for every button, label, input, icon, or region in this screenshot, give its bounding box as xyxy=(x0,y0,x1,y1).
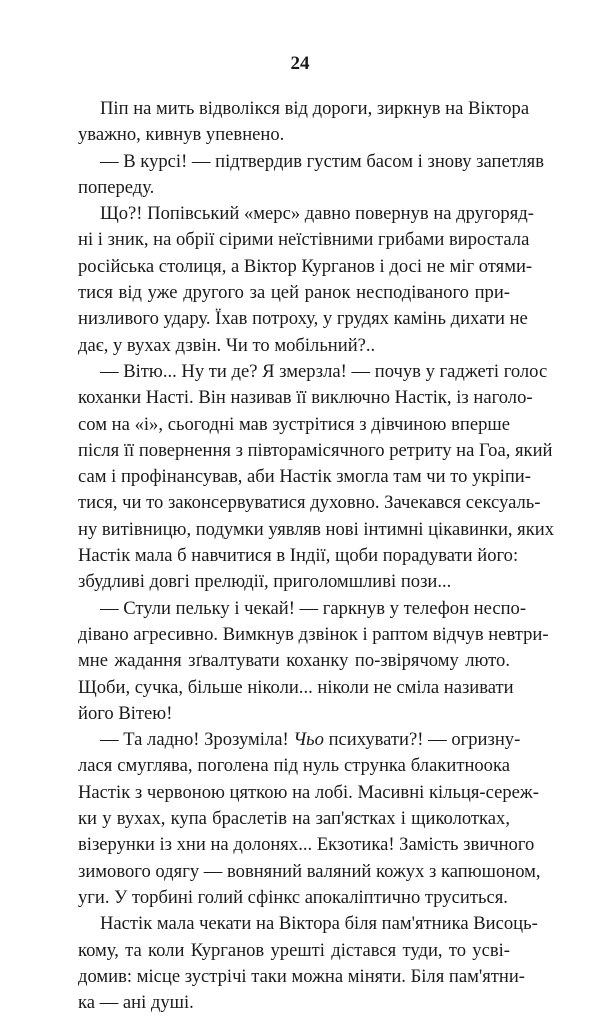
text-line: сам і профінансував, аби Настік змогла там чи то укріпи- xyxy=(78,466,531,488)
text-line: уги. У торбині голий сфінкс апокаліптично труситься. xyxy=(78,886,508,908)
text-line: низливого удару. Їхав потроху, у грудях камінь дихати не xyxy=(78,308,528,330)
text-line: Настік з червоною цяткою на лобі. Масивні кільця-сереж- xyxy=(78,781,539,803)
text-line: візерунки із хни на долонях... Екзотика! Замість звичного xyxy=(78,834,535,856)
text-line: — В курсі! — підтвердив густим басом і знову запетляв xyxy=(100,150,544,172)
text-line: Щоби, сучка, більше ніколи... ніколи не сміла називати xyxy=(78,676,514,698)
text-line: домив: місце зустрічі таки можна міняти. Біля пам'ятни- xyxy=(78,965,525,987)
text-line: ні і зник, на обрії сірими неїстівними грибами виростала xyxy=(78,229,530,251)
text-line: збудливі довгі прелюдії, приголомшливі пози... xyxy=(78,571,452,593)
text-line: мне жадання зґвалтувати коханку по-звірячому люто. xyxy=(78,650,510,672)
text-line: його Вітею! xyxy=(78,702,173,724)
text-line: Що?! Попівський «мерс» давно повернув на другоряд- xyxy=(100,203,534,225)
text-line: сом на «і», сьогодні мав зустрітися з дівчиною вперше xyxy=(78,413,510,435)
text-line: Настік мала б навчитися в Індії, щоби порадувати його: xyxy=(78,545,519,567)
text-line: Настік мала чекати на Віктора біля пам'ятника Висоць- xyxy=(100,913,538,935)
text-line: — Стули пельку і чекай! — гаркнув у телефон неспо- xyxy=(100,597,527,619)
text-line: ка — ані душі. xyxy=(78,992,194,1014)
text-line: попереду. xyxy=(78,176,155,198)
body-text xyxy=(78,96,555,1016)
text-line: — Вітю... Ну ти де? Я змерзла! — почув у гаджеті голос xyxy=(100,360,548,382)
text-line: кому, та коли Курганов урешті дістався туди, то усві- xyxy=(78,939,510,961)
text-line: лася смуглява, поголена під нуль струнка блакитноока xyxy=(78,755,510,777)
text-line: тися, чи то законсервуватися духовно. Зачекався сексуаль- xyxy=(78,492,541,514)
text-line: уважно, кивнув упевнено. xyxy=(78,124,285,146)
text-line: ки у вухах, купа браслетів на зап'ястках і щиколотках, xyxy=(78,808,510,830)
text-line: дівано агресивно. Вимкнув дзвінок і раптом відчув невтри- xyxy=(78,623,549,645)
text-line: — Та ладно! Зрозуміла! Чьо психувати?! — огризну- xyxy=(100,729,521,751)
text-line: після її повернення з півторамісячного ретриту на Гоа, який xyxy=(78,439,553,461)
text-line: ну витівницю, подумки уявляв нові інтимні цікавинки, яких xyxy=(78,518,555,540)
text-line: коханки Насті. Він називав її виключно Настік, із наголо- xyxy=(78,387,533,409)
text-line: зимового одягу — вовняний валяний кожух з капюшоном, xyxy=(78,860,541,882)
text-line: Піп на мить відволікся від дороги, зиркнув на Віктора xyxy=(100,98,530,119)
text-line: російська столиця, а Віктор Курганов і досі не міг отями- xyxy=(78,255,533,277)
text-line: тися від уже другого за цей ранок несподіваного при- xyxy=(78,282,510,304)
page-number: 24 xyxy=(290,53,310,74)
text-line: дає, у вухах дзвін. Чи то мобільний?.. xyxy=(78,334,376,356)
